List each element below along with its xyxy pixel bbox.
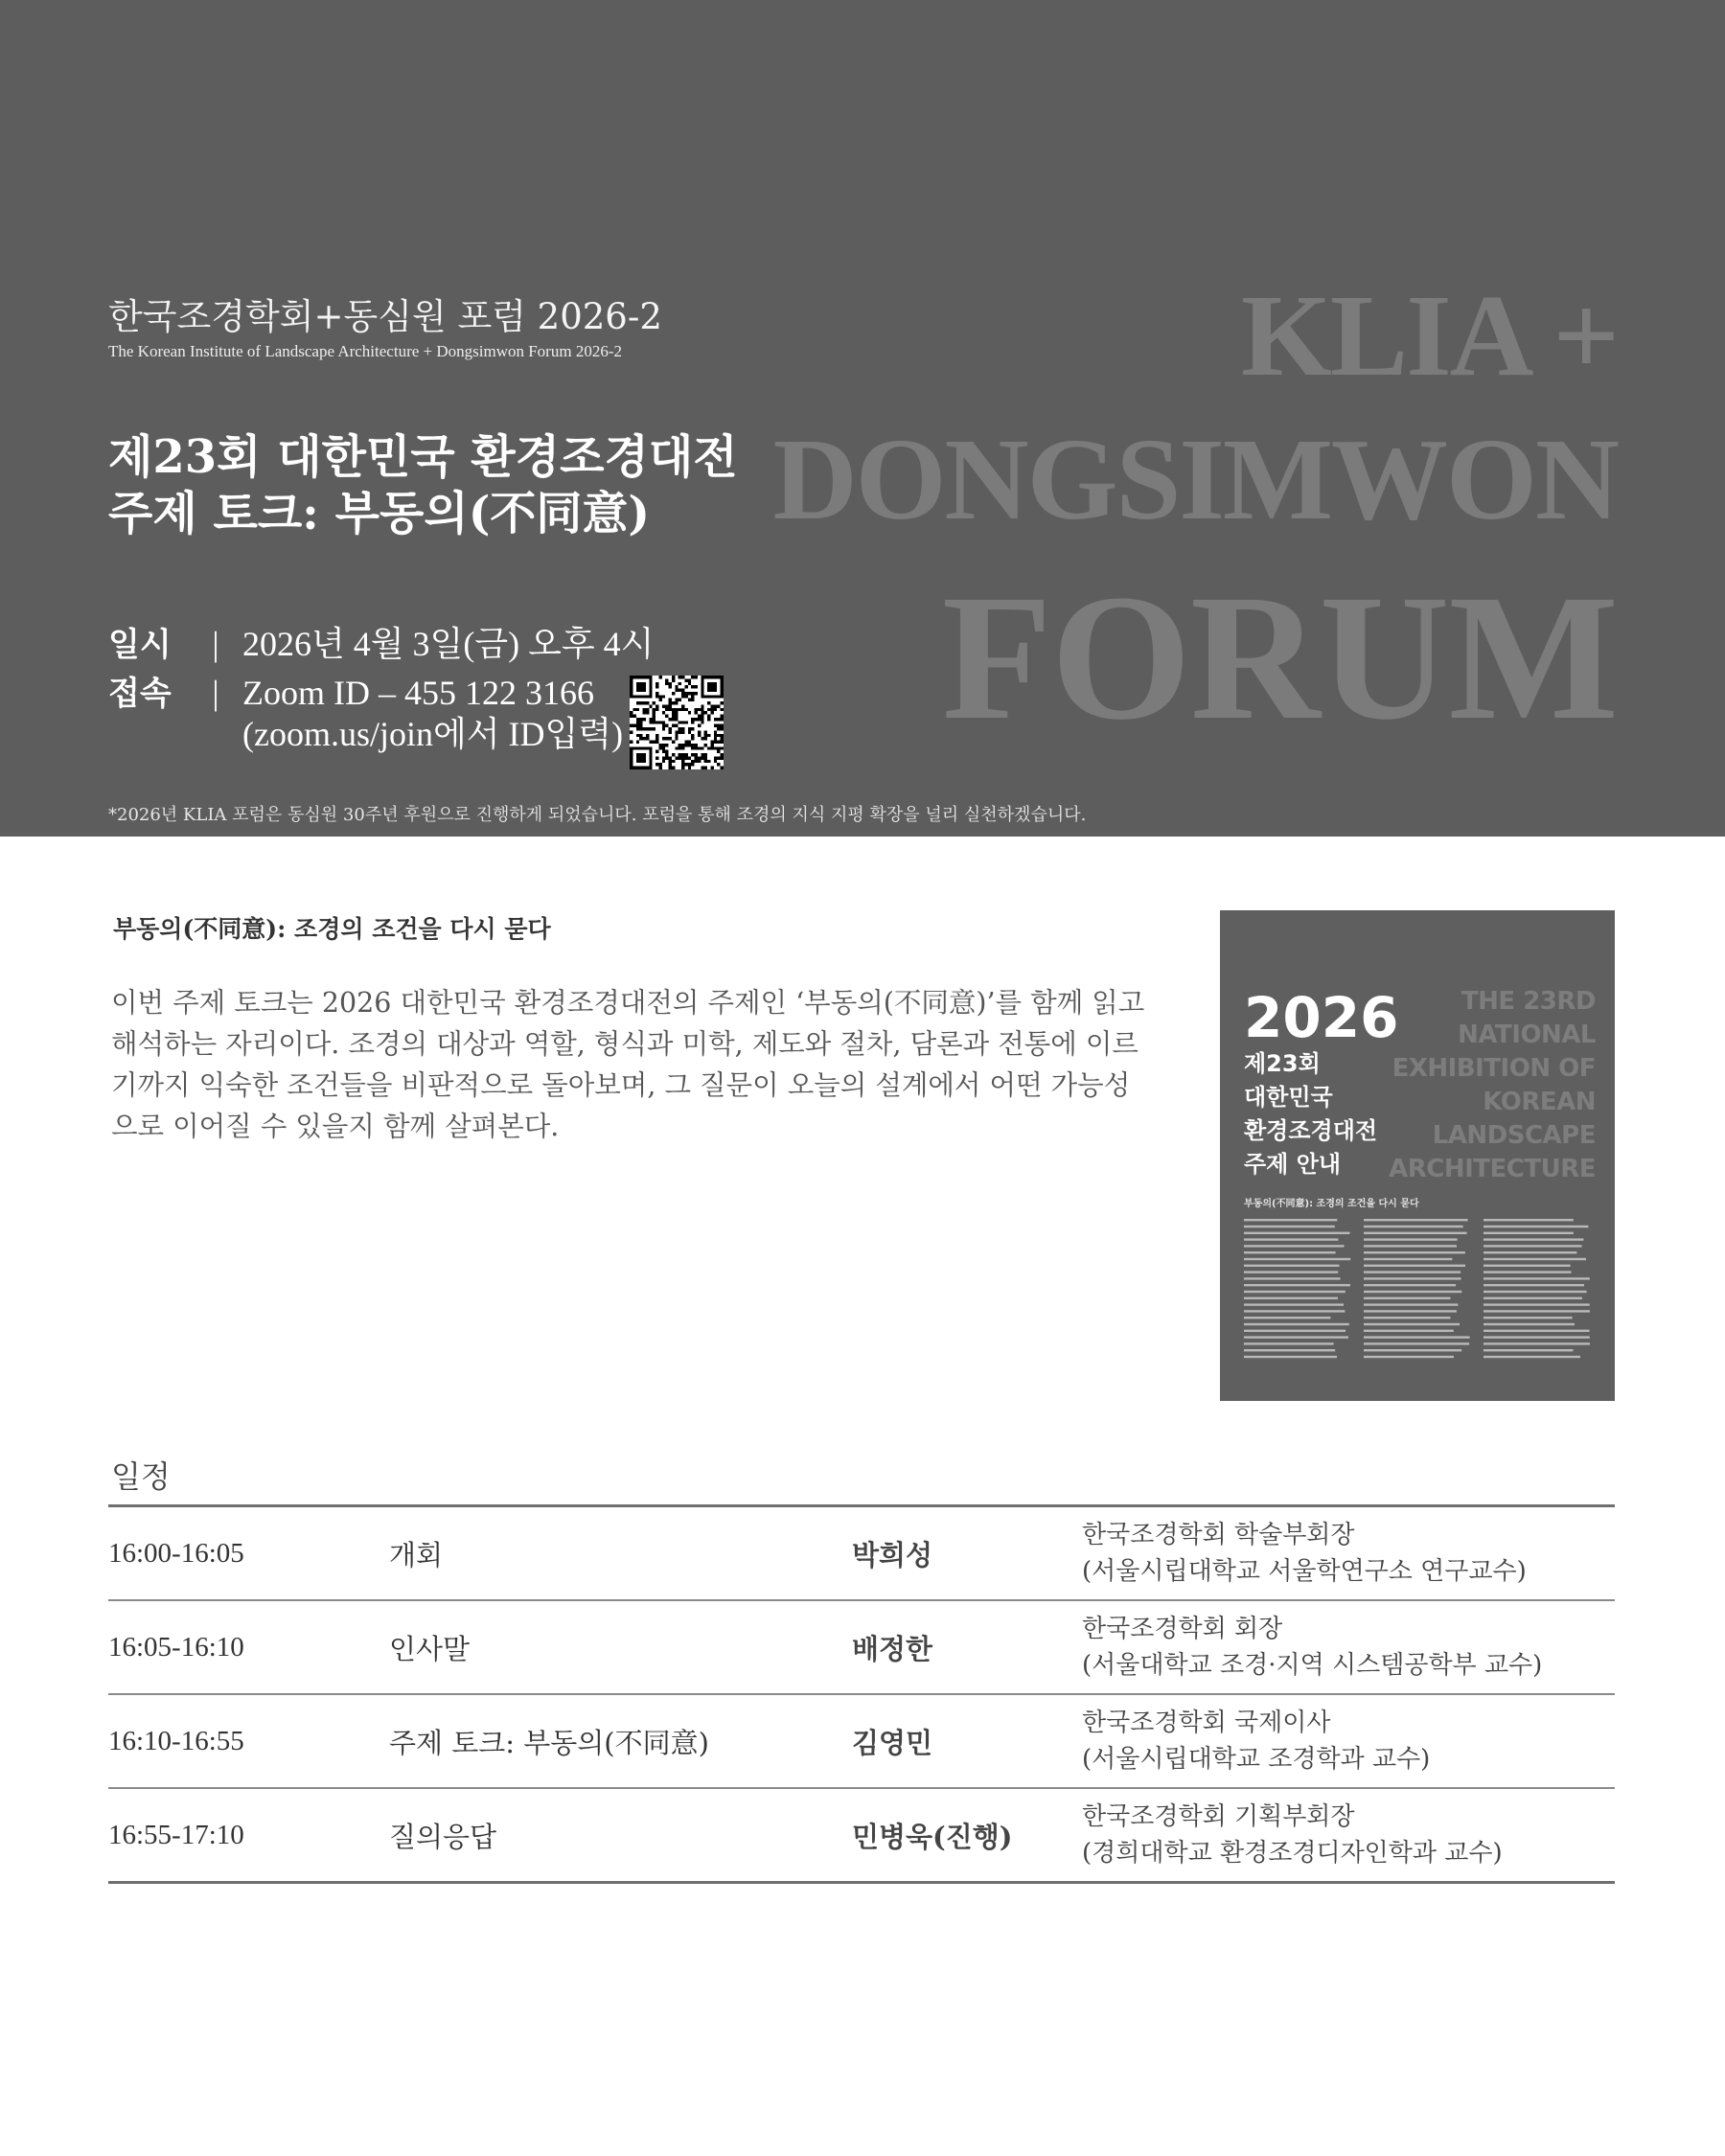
exhibition-poster-thumbnail xyxy=(1220,910,1615,1401)
affiliation-role: 한국조경학회 학술부회장 xyxy=(1082,1521,1355,1549)
affiliation-role: 한국조경학회 국제이사 xyxy=(1082,1709,1331,1737)
thumbnail-ko-line: 대한민국 xyxy=(1244,1084,1333,1111)
affiliation-org: (서울대학교 조경·지역 시스템공학부 교수) xyxy=(1082,1651,1543,1680)
event-title-line-1: 제23회 대한민국 환경조경대전 xyxy=(108,430,738,484)
thumbnail-subtitle: 부동의(不同意): 조경의 조건을 다시 묻다 xyxy=(1244,1199,1419,1209)
event-title-line-2: 주제 토크: 부동의(不同意) xyxy=(108,486,651,540)
big-title-line-1: KLIA + xyxy=(1240,271,1618,401)
schedule-title: 일정 xyxy=(111,1458,171,1495)
date-value: 2026년 4월 3일(금) 오후 4시 xyxy=(242,625,655,663)
date-separator: | xyxy=(212,625,219,663)
affiliation-role: 한국조경학회 회장 xyxy=(1082,1615,1283,1643)
intro-title: 부동의(不同意): 조경의 조건을 다시 묻다 xyxy=(113,915,551,943)
schedule-speaker: 김영민 xyxy=(852,1726,933,1759)
table-row xyxy=(108,1787,1615,1881)
schedule-affiliation xyxy=(1082,1789,1503,1881)
thumbnail-ko-line: 주제 안내 xyxy=(1244,1151,1342,1178)
schedule-program: 주제 토크: 부동의(不同意) xyxy=(389,1726,709,1759)
thumbnail-ko-line: 환경조경대전 xyxy=(1244,1117,1378,1144)
thumbnail-en-line: KOREAN xyxy=(1483,1088,1596,1116)
thumbnail-en-line: EXHIBITION OF xyxy=(1392,1054,1596,1083)
table-row xyxy=(108,1507,1615,1599)
thumbnail-en-line: NATIONAL xyxy=(1458,1021,1596,1049)
access-note: (zoom.us/join에서 ID입력) xyxy=(242,715,624,753)
thumbnail-en-line: LANDSCAPE xyxy=(1432,1121,1596,1150)
schedule-affiliation xyxy=(1082,1601,1542,1693)
schedule-table xyxy=(108,1504,1615,1884)
schedule-program: 질의응답 xyxy=(389,1820,497,1853)
schedule-time: 16:05-16:10 xyxy=(108,1631,244,1663)
schedule-time: 16:55-17:10 xyxy=(108,1819,244,1850)
thumbnail-body-text-graphic xyxy=(1244,1219,1594,1363)
affiliation-org: (경희대학교 환경조경디자인학과 교수) xyxy=(1082,1839,1503,1868)
forum-title-ko: 한국조경학회+동심원 포럼 2026-2 xyxy=(108,296,662,337)
zoom-id[interactable]: Zoom ID – 455 122 3166 xyxy=(242,674,594,712)
access-label: 접속 xyxy=(108,675,172,713)
date-row xyxy=(108,617,654,666)
big-title-line-3: FORUM xyxy=(941,557,1618,757)
schedule-affiliation xyxy=(1082,1695,1430,1787)
schedule-speaker: 배정한 xyxy=(852,1632,933,1665)
schedule-speaker: 박희성 xyxy=(852,1538,933,1571)
schedule-program: 개회 xyxy=(389,1538,444,1571)
table-row xyxy=(108,1599,1615,1693)
access-separator: | xyxy=(212,674,219,712)
affiliation-org: (서울시립대학교 조경학과 교수) xyxy=(1082,1745,1431,1774)
schedule-time: 16:10-16:55 xyxy=(108,1725,244,1756)
thumbnail-en-line: THE 23RD xyxy=(1460,987,1596,1016)
thumbnail-ko-line: 제23회 xyxy=(1244,1050,1321,1077)
schedule-program: 인사말 xyxy=(389,1632,471,1665)
qr-code-icon[interactable] xyxy=(630,676,724,769)
event-title xyxy=(108,429,738,541)
forum-title-en: The Korean Institute of Landscape Architecture + Dongsimwon Forum 2026-2 xyxy=(108,342,622,360)
thumbnail-title-en xyxy=(1389,985,1596,1186)
table-row xyxy=(108,1693,1615,1787)
thumbnail-year: 2026 xyxy=(1244,985,1399,1050)
thumbnail-en-line: ARCHITECTURE xyxy=(1389,1155,1596,1183)
sponsor-footnote: *2026년 KLIA 포럼은 동심원 30주년 후원으로 진행하게 되었습니다. 포럼을 통해 조경의 지식 지평 확장을 널리 실천하겠습니다. xyxy=(108,805,1087,825)
big-title-line-2: DONGSIMWON xyxy=(772,415,1618,544)
schedule-affiliation xyxy=(1082,1507,1527,1599)
schedule-speaker: 민병욱(진행) xyxy=(852,1820,1013,1853)
affiliation-org: (서울시립대학교 서울학연구소 연구교수) xyxy=(1082,1557,1527,1586)
affiliation-role: 한국조경학회 기획부회장 xyxy=(1082,1802,1355,1831)
schedule-time: 16:00-16:05 xyxy=(108,1537,244,1569)
thumbnail-title-ko xyxy=(1244,1047,1377,1181)
date-label: 일시 xyxy=(108,626,172,664)
intro-body: 이번 주제 토크는 2026 대한민국 환경조경대전의 주제인 ‘부동의(不同意)’를 함께 읽고 해석하는 자리이다. 조경의 대상과 역할, 형식과 미학, 제도와 절차, 담론과 전통에 이르기까지 익숙한 조건들을 비판적으로 돌아보며, 그 질문이 오늘의 설계에서 어떤 가능성으로 이어질 수 있을지 함께 살펴본다. xyxy=(111,987,1145,1142)
hero-banner xyxy=(0,0,1725,837)
